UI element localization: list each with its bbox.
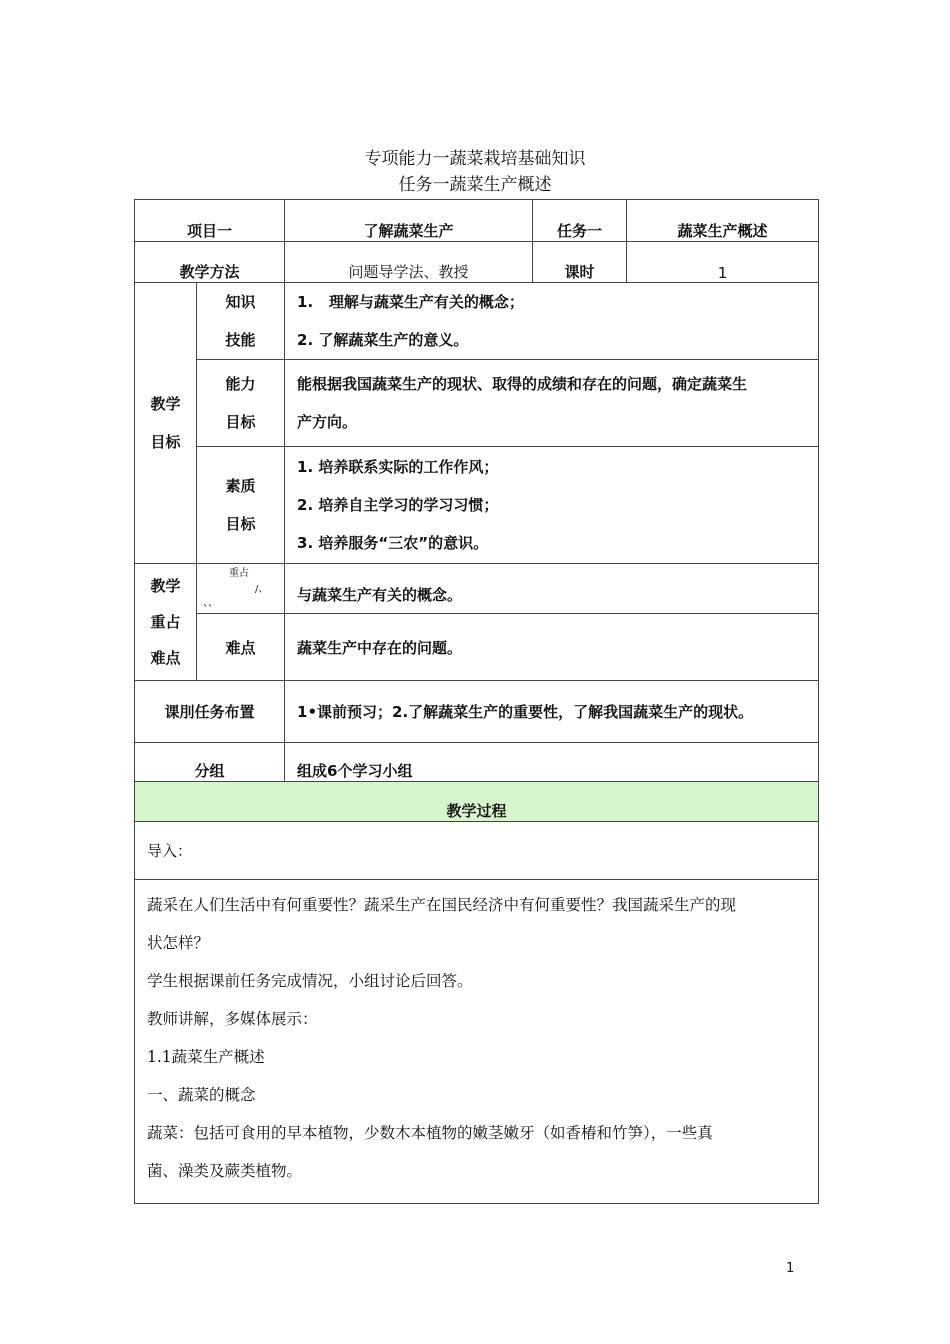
- process-intro: 导入：: [135, 822, 819, 880]
- process-line: 蔬采在人们生活中有何重要性？蔬采生产在国民经济中有何重要性？我国蔬采生产的现: [147, 896, 737, 914]
- task-label: 任务一: [533, 200, 627, 242]
- quality-item: 1. 培养联系实际的工作作风；: [297, 458, 499, 476]
- ability-item: 能根据我国蔬菜生产的现状、取得的成绩和存在的问题，确定蔬菜生: [297, 375, 748, 393]
- process-line: 蔬菜：包括可食用的早本植物，少数木本植物的嫩茎嫩牙（如香椿和竹笋），一些真: [147, 1124, 713, 1142]
- key-text: 与蔬菜生产有关的概念。: [297, 586, 463, 604]
- group-text: 组成6个学习小组: [285, 743, 819, 782]
- key-label-l1: 教学: [150, 577, 181, 595]
- difficulty-text: 蔬菜生产中存在的问题。: [285, 614, 819, 681]
- process-line: 状怎样？: [147, 934, 210, 952]
- process-line: 教师讲解，多媒体展示：: [147, 1010, 318, 1028]
- group-label: 分组: [135, 743, 285, 782]
- difficulty-label: 难点: [197, 614, 285, 681]
- doc-title-line2: 任务一蔬菜生产概述: [398, 175, 552, 195]
- project-value: 了解蔬菜生产: [285, 200, 533, 242]
- key-sub-label: [197, 564, 285, 614]
- knowledge-label-top: 知识: [225, 293, 256, 311]
- quality-item: 3. 培养服务“三农”的意识。: [297, 534, 489, 552]
- key-sub-label-b: /、: [255, 584, 269, 595]
- goals-label-top: 教学: [150, 395, 181, 413]
- project-label: 项目一: [135, 200, 285, 242]
- ability-label-bottom: 目标: [225, 413, 256, 431]
- process-line: 学生根据课前任务完成情况，小组讨论后回答。: [147, 972, 473, 990]
- knowledge-item: 2. 了解蔬菜生产的意义。: [297, 331, 469, 349]
- key-label-l2: 重占: [150, 613, 181, 631]
- goals-label-bottom: 目标: [150, 433, 181, 451]
- lesson-plan-table: [134, 199, 819, 1204]
- doc-title-line1: 专项能力一蔬菜栽培基础知识: [364, 149, 586, 169]
- quality-label-bottom: 目标: [225, 515, 256, 533]
- ability-label-top: 能力: [225, 375, 256, 393]
- knowledge-item: 1. 理解与蔬菜生产有关的概念；: [297, 293, 524, 311]
- process-line: 菌、澡类及蕨类植物。: [147, 1162, 303, 1180]
- task-value: 蔬菜生产概述: [627, 200, 819, 242]
- quality-label: [197, 447, 285, 564]
- page-number: 1: [786, 1261, 795, 1276]
- ability-label: [197, 360, 285, 447]
- ability-content: [285, 360, 819, 447]
- process-line: 一、蔬菜的概念: [147, 1086, 256, 1104]
- process-body: [135, 880, 819, 1204]
- knowledge-content: [285, 283, 819, 360]
- tasks-text: 1•课前预习；2.了解蔬菜生产的重要性，了解我国蔬菜生产的现状。: [285, 681, 819, 743]
- quality-label-top: 素质: [225, 477, 256, 495]
- method-value: 问题导学法、教授: [285, 242, 533, 283]
- ability-item: 产方向。: [297, 413, 358, 431]
- process-line: 1.1蔬菜生产概述: [147, 1048, 265, 1066]
- key-difficulty-label: [135, 564, 197, 681]
- hours-value: 1: [627, 242, 819, 283]
- process-header: 教学过程: [135, 782, 819, 822]
- goals-label: [135, 283, 197, 564]
- key-sub-label-c: 、、: [203, 598, 218, 609]
- method-label: 教学方法: [135, 242, 285, 283]
- quality-item: 2. 培养自主学习的学习习惯；: [297, 496, 499, 514]
- knowledge-label: [197, 283, 285, 360]
- quality-content: [285, 447, 819, 564]
- knowledge-label-bottom: 技能: [225, 331, 256, 349]
- key-label-l3: 难点: [150, 649, 181, 667]
- key-sub-label-a: 重占: [229, 568, 249, 579]
- hours-label: 课时: [533, 242, 627, 283]
- key-content: [285, 564, 819, 614]
- tasks-label: 课刖任务布置: [135, 681, 285, 743]
